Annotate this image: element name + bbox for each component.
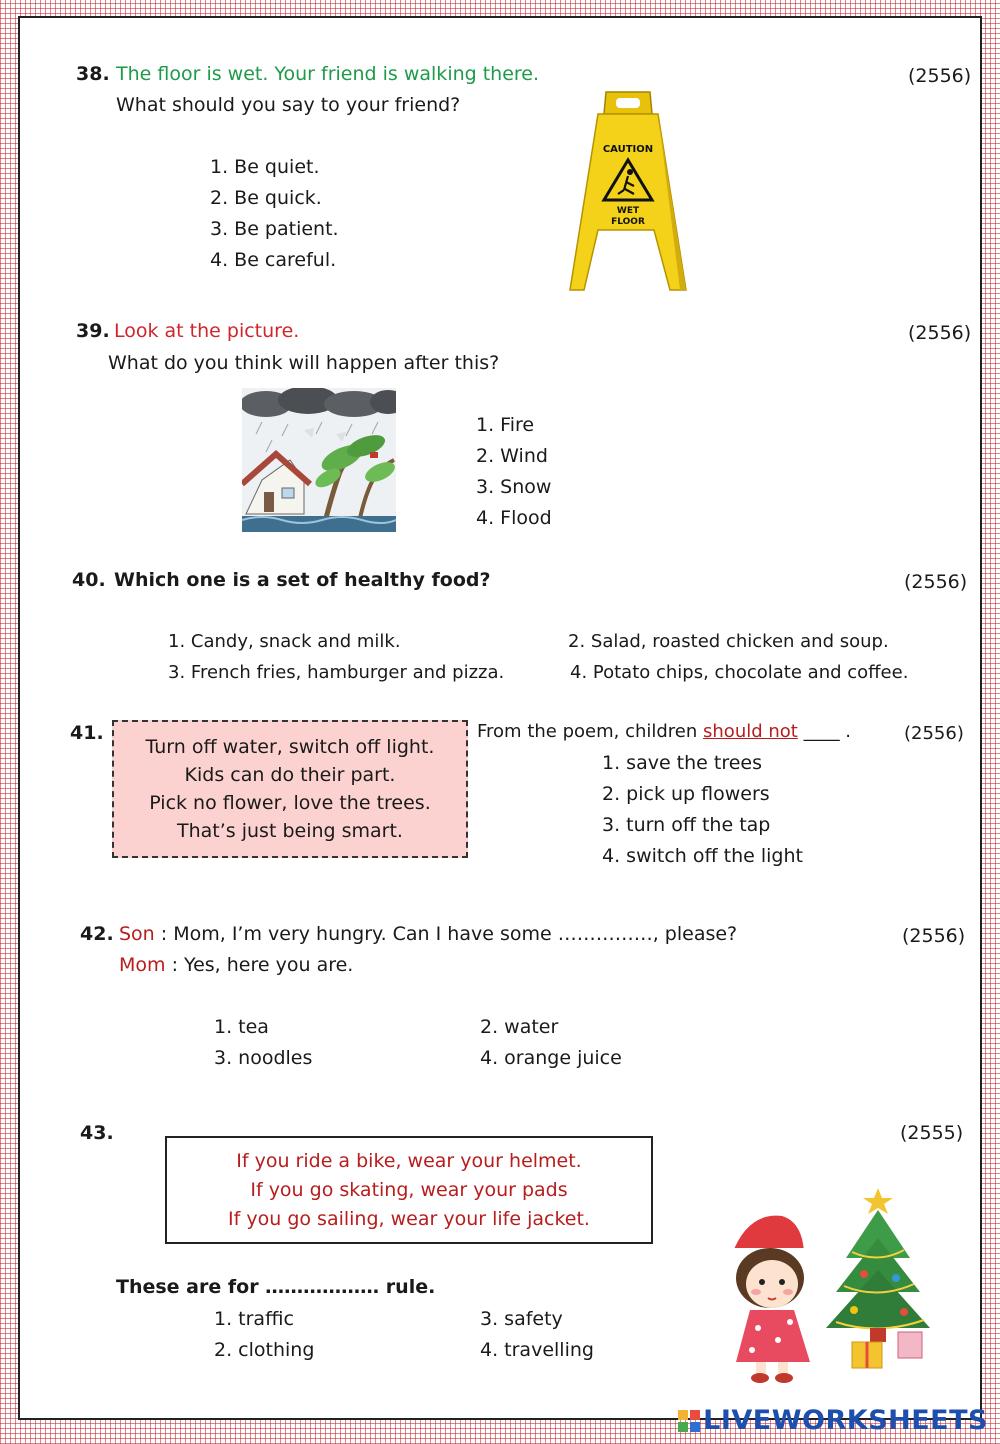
worksheet-page <box>18 16 982 1420</box>
q38-option-3[interactable]: 3. Be patient. <box>210 218 339 240</box>
q41-question-blank: ____ . <box>797 721 852 742</box>
q41-option-3[interactable]: 3. turn off the tap <box>602 814 771 836</box>
q38-number: 38. <box>76 63 110 85</box>
q42-line-2 <box>119 956 353 975</box>
q38-option-1[interactable]: 1. Be quiet. <box>210 156 320 178</box>
rule-line-1: If you ride a bike, wear your helmet. <box>236 1149 582 1172</box>
q42-number: 42. <box>80 923 114 945</box>
q38-year: (2556) <box>908 65 972 87</box>
q41-question <box>477 723 851 741</box>
poem-line-3: Pick no flower, love the trees. <box>149 791 431 814</box>
mom-text: : Yes, here you are. <box>165 954 354 976</box>
q40-option-3[interactable]: 3. French fries, hamburger and pizza. <box>168 662 505 683</box>
poem-box <box>112 720 468 858</box>
q41-option-1[interactable]: 1. save the trees <box>602 752 763 774</box>
q38-option-2[interactable]: 2. Be quick. <box>210 187 322 209</box>
q43-option-2[interactable]: 2. clothing <box>214 1339 315 1361</box>
speaker-mom: Mom <box>119 954 166 976</box>
q40-number: 40. <box>72 569 106 591</box>
q43-year: (2555) <box>900 1122 964 1144</box>
q42-option-2[interactable]: 2. water <box>480 1016 559 1038</box>
q40-option-2[interactable]: 2. Salad, roasted chicken and soup. <box>568 631 889 652</box>
wet-floor-sign-image <box>568 90 688 296</box>
q39-year: (2556) <box>908 322 972 344</box>
sign-caution-label: CAUTION <box>602 144 654 155</box>
q42-option-1[interactable]: 1. tea <box>214 1016 269 1038</box>
q39-number: 39. <box>76 320 110 342</box>
q39-question: What do you think will happen after this? <box>108 352 500 374</box>
son-text: : Mom, I’m very hungry. Can I have some ……………, please? <box>154 923 738 945</box>
q41-question-emphasis: should not <box>703 721 798 742</box>
q41-option-2[interactable]: 2. pick up flowers <box>602 783 770 805</box>
liveworksheets-logo-icon <box>678 1410 700 1432</box>
q42-option-3[interactable]: 3. noodles <box>214 1047 313 1069</box>
q41-option-4[interactable]: 4. switch off the light <box>602 845 803 867</box>
q39-option-1[interactable]: 1. Fire <box>476 414 535 436</box>
q41-question-start: From the poem, children <box>477 721 704 742</box>
poem-line-1: Turn off water, switch off light. <box>145 735 435 758</box>
q40-year: (2556) <box>904 571 968 593</box>
q41-year: (2556) <box>904 723 964 744</box>
q40-option-4[interactable]: 4. Potato chips, chocolate and coffee. <box>570 662 909 683</box>
q42-line-1 <box>119 925 737 944</box>
rule-line-3: If you go sailing, wear your life jacket. <box>228 1207 590 1230</box>
speaker-son: Son <box>119 923 155 945</box>
q43-option-1[interactable]: 1. traffic <box>214 1308 294 1330</box>
poem-line-2: Kids can do their part. <box>184 763 396 786</box>
safety-rules-box <box>165 1136 653 1244</box>
q40-option-1[interactable]: 1. Candy, snack and milk. <box>168 631 401 652</box>
q40-question: Which one is a set of healthy food? <box>114 569 491 591</box>
q43-option-3[interactable]: 3. safety <box>480 1308 563 1330</box>
q38-option-4[interactable]: 4. Be careful. <box>210 249 337 271</box>
poem-line-4: That’s just being smart. <box>177 819 403 842</box>
q38-prompt: The floor is wet. Your friend is walking there. <box>116 63 540 85</box>
q42-option-4[interactable]: 4. orange juice <box>480 1047 622 1069</box>
q38-question: What should you say to your friend? <box>116 94 461 116</box>
q43-question: These are for ……………… rule. <box>116 1276 436 1298</box>
q39-option-2[interactable]: 2. Wind <box>476 445 548 467</box>
q43-option-4[interactable]: 4. travelling <box>480 1339 594 1361</box>
q39-prompt: Look at the picture. <box>114 320 300 342</box>
sign-floor-label: FLOOR <box>611 217 645 227</box>
rule-line-2: If you go skating, wear your pads <box>250 1178 568 1201</box>
q42-year: (2556) <box>902 925 966 947</box>
q39-option-3[interactable]: 3. Snow <box>476 476 552 498</box>
q41-number: 41. <box>70 722 104 744</box>
q39-option-4[interactable]: 4. Flood <box>476 507 552 529</box>
sign-wet-label: WET <box>616 206 640 216</box>
storm-picture <box>242 388 396 532</box>
liveworksheets-brand[interactable]: LIVEWORKSHEETS <box>703 1405 988 1436</box>
q43-number: 43. <box>80 1122 114 1144</box>
christmas-girl-tree-illustration <box>728 1182 934 1386</box>
